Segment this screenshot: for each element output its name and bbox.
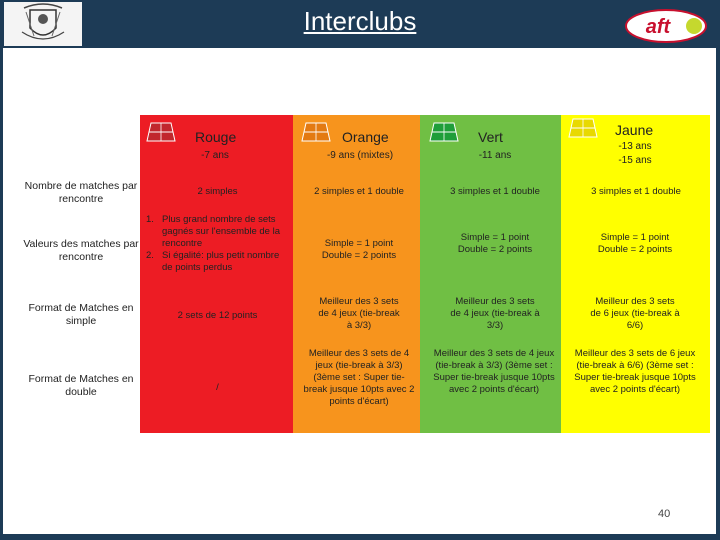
cell-simple-orange: Meilleur des 3 sets de 4 jeux (tie-break à 3/3) xyxy=(318,296,400,331)
page-number: 40 xyxy=(658,508,671,520)
column-name-orange: Orange xyxy=(342,129,389,145)
orange-court-icon xyxy=(301,121,331,143)
column-name-rouge: Rouge xyxy=(195,129,237,145)
cell-simple-rouge: 2 sets de 12 points xyxy=(177,310,258,321)
row-label-valeurs-matches: Valeurs des matches par rencontre xyxy=(23,238,139,263)
column-age-orange: -9 ans (mixtes) xyxy=(326,150,394,161)
column-name-vert: Vert xyxy=(478,129,503,145)
yellow-court-icon xyxy=(568,117,598,139)
rouge-valeurs-list xyxy=(146,214,292,274)
green-court-icon xyxy=(429,121,459,143)
cell-valeurs-jaune: Simple = 1 point Double = 2 points xyxy=(597,232,673,255)
list-item-number: 1. xyxy=(146,214,154,225)
cell-nombre-jaune: 3 simples et 1 double xyxy=(591,186,681,197)
cell-nombre-orange: 2 simples et 1 double xyxy=(314,186,404,197)
column-age-jaune-1: -13 ans xyxy=(618,141,652,152)
frame-bottom xyxy=(0,534,720,540)
frame-right xyxy=(716,48,720,534)
aft-logo xyxy=(622,4,716,46)
row-label-format-simple: Format de Matches en simple xyxy=(28,302,134,327)
list-item-number: 2. xyxy=(146,250,154,261)
column-age-jaune-2: -15 ans xyxy=(618,155,652,166)
list-item xyxy=(146,214,292,250)
cell-valeurs-orange: Simple = 1 point Double = 2 points xyxy=(321,238,397,261)
cell-nombre-rouge: 2 simples xyxy=(197,186,238,197)
header-bar xyxy=(0,0,720,48)
aft-logo-text: aft xyxy=(645,16,671,38)
cell-double-orange: Meilleur des 3 sets de 4 jeux (tie-break à 3/3) (3ème set : Super tie-break jusque 10pts avec 2 points d'écart) xyxy=(303,348,415,407)
page-title: Interclubs xyxy=(303,6,417,36)
cell-double-jaune: Meilleur des 3 sets de 6 jeux (tie-break à 6/6) (3ème set : Super tie-break jusque 10pts avec 2 points d'écart) xyxy=(574,348,696,395)
cell-simple-jaune: Meilleur des 3 sets de 6 jeux (tie-break à 6/6) xyxy=(590,296,680,331)
cell-nombre-vert: 3 simples et 1 double xyxy=(450,186,540,197)
frame-left xyxy=(0,48,3,534)
column-name-jaune: Jaune xyxy=(615,122,654,138)
cell-valeurs-vert: Simple = 1 point Double = 2 points xyxy=(457,232,533,255)
column-age-rouge: -7 ans xyxy=(201,150,229,161)
list-item xyxy=(146,250,292,274)
column-age-vert: -11 ans xyxy=(478,150,512,161)
cell-double-vert: Meilleur des 3 sets de 4 jeux (tie-break à 3/3) (3ème set : Super tie-break jusque 10pts avec 2 points d'écart) xyxy=(433,348,555,395)
cell-simple-vert: Meilleur des 3 sets de 4 jeux (tie-break à 3/3) xyxy=(450,296,540,331)
row-label-nombre-matches: Nombre de matches par rencontre xyxy=(24,180,138,205)
red-court-icon xyxy=(146,121,176,143)
list-item-text: Si égalité: plus petit nombre de points perdus xyxy=(162,250,280,273)
list-item-text: Plus grand nombre de sets gagnés sur l'ensemble de la rencontre xyxy=(162,214,280,249)
row-label-format-double: Format de Matches en double xyxy=(28,373,134,398)
cell-double-rouge: / xyxy=(216,382,219,393)
